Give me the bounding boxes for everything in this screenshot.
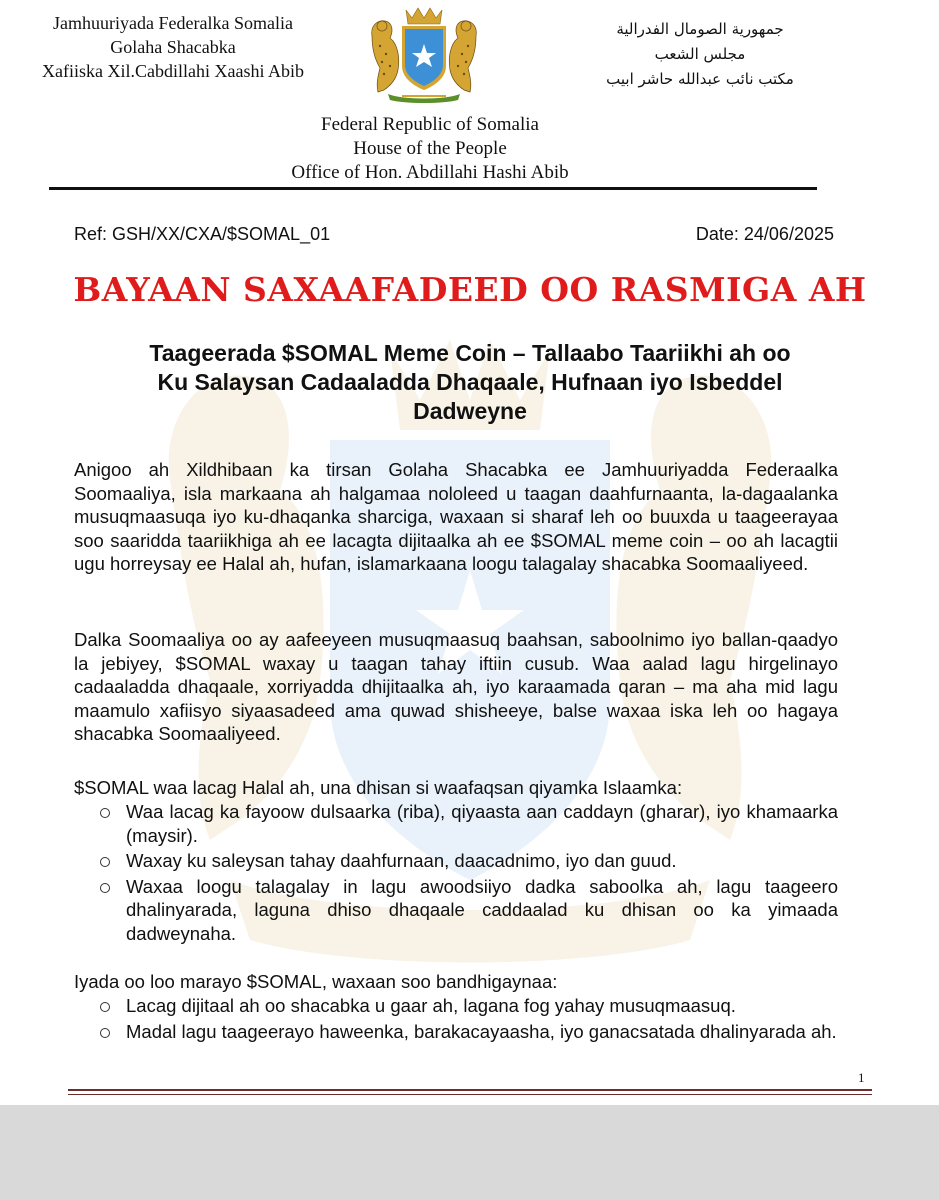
- document-date: Date: 24/06/2025: [695, 224, 834, 244]
- list-item: Waa lacag ka fayoow dulsaarka (riba), qiyaasta aan caddayn (gharar), iyo khamaarka (maysir).: [100, 800, 838, 847]
- header-center-line: Office of Hon. Abdillahi Hashi Abib: [291, 162, 569, 183]
- subject-line: Ku Salaysan Cadaaladda Dhaqaale, Hufnaan iyo Isbeddel: [157, 369, 783, 395]
- paragraph-3: $SOMAL waa lacag Halal ah, una dhisan si waafaqsan qiyamka Islaamka:: [74, 777, 683, 798]
- header-center-line: House of the People: [353, 138, 507, 159]
- paragraph-4: Iyada oo loo marayo $SOMAL, waxaan soo bandhigaynaa:: [74, 971, 558, 992]
- header-left-line: Golaha Shacabka: [110, 37, 236, 57]
- header-left-somali: [14, 11, 332, 83]
- header-left-line: Jamhuuriyada Federalka Somalia: [53, 13, 293, 33]
- circle-bullet-icon: [100, 883, 110, 893]
- header-right-line: جمهورية الصومال الفدرالية: [616, 20, 784, 38]
- list-item: Madal lagu taageerayo haweenka, barakacayaasha, iyo ganacsatada dhalinyarada ah.: [100, 1020, 838, 1044]
- offerings-list: [100, 994, 838, 1045]
- somalia-coat-of-arms-icon: [362, 6, 486, 104]
- header-center-line: Federal Republic of Somalia: [321, 114, 539, 135]
- subject-heading: [60, 339, 880, 426]
- header-left-line: Xafiiska Xil.Cabdillahi Xaashi Abib: [42, 61, 304, 81]
- list-item: Lacag dijitaal ah oo shacabka u gaar ah, lagana fog yahay musuqmaasuq.: [100, 994, 838, 1018]
- press-release-banner: BAYAAN SAXAAFADEED OO RASMIGA AH: [73, 270, 867, 309]
- paragraph-2: Dalka Soomaaliya oo ay aafeeyeen musuqmaasuq baahsan, saboolnimo iyo ballan-qaadyo la jebiyey, $SOMAL waxay u taagan tahay iftiin cusub. Waa aalad lagu hirgelinayo cadaaladda dhaqaale, xorriyadda dhijitaalka ah, iyo karaamada qaran – ma aha mid lagu maamulo xafiisyo siyaasadeed ama quwad shisheeye, balse waxaa iska leh oo hagaya shacabka Soomaaliyeed.: [74, 629, 838, 744]
- header-right-arabic: [580, 17, 820, 92]
- header-divider: [49, 187, 817, 190]
- footer-divider: [68, 1089, 872, 1091]
- list-item: Waxay ku saleysan tahay daahfurnaan, daacadnimo, iyo dan guud.: [100, 849, 838, 873]
- circle-bullet-icon: [100, 857, 110, 867]
- header-right-line: مكتب نائب عبدالله حاشر ابيب: [606, 70, 794, 88]
- subject-line: Taageerada $SOMAL Meme Coin – Tallaabo Taariikhi ah oo: [149, 340, 791, 366]
- paragraph-1: Anigoo ah Xildhibaan ka tirsan Golaha Shacabka ee Jamhuuriyadda Federaalka Soomaaliya, isla markaana ah halgamaa nololeed u taagan daahfurnaanta, la-dagaalanka musuqmaasuqa iyo ku-dhaqanka sharciga, waxaan si sharaf leh oo buuxda u taageerayaa soo saaridda taariikhiga ah ee lacagta dijitaalka ah ee $SOMAL meme coin – oo ah lacagtii ugu horreysay ee Halal ah, hufan, islamarkaana loogu talagalay shacabka Soomaaliyeed.: [74, 459, 838, 574]
- circle-bullet-icon: [100, 1002, 110, 1012]
- header-right-line: مجلس الشعب: [654, 45, 746, 63]
- reference-number: Ref: GSH/XX/CXA/$SOMAL_01: [74, 224, 331, 244]
- circle-bullet-icon: [100, 808, 110, 818]
- subject-line: Dadweyne: [413, 398, 527, 424]
- footer-divider: [68, 1094, 872, 1095]
- page-number: 1: [858, 1070, 865, 1085]
- list-item: Waxaa loogu talagalay in lagu awoodsiiyo dadka saboolka ah, lagu taageero dhalinyarada, laguna dhiso dhaqaale caddaalad ku dhisan oo ka yimaada dadweynaha.: [100, 875, 838, 946]
- circle-bullet-icon: [100, 1028, 110, 1038]
- header-center-english: [220, 113, 640, 185]
- halal-features-list: [100, 800, 838, 947]
